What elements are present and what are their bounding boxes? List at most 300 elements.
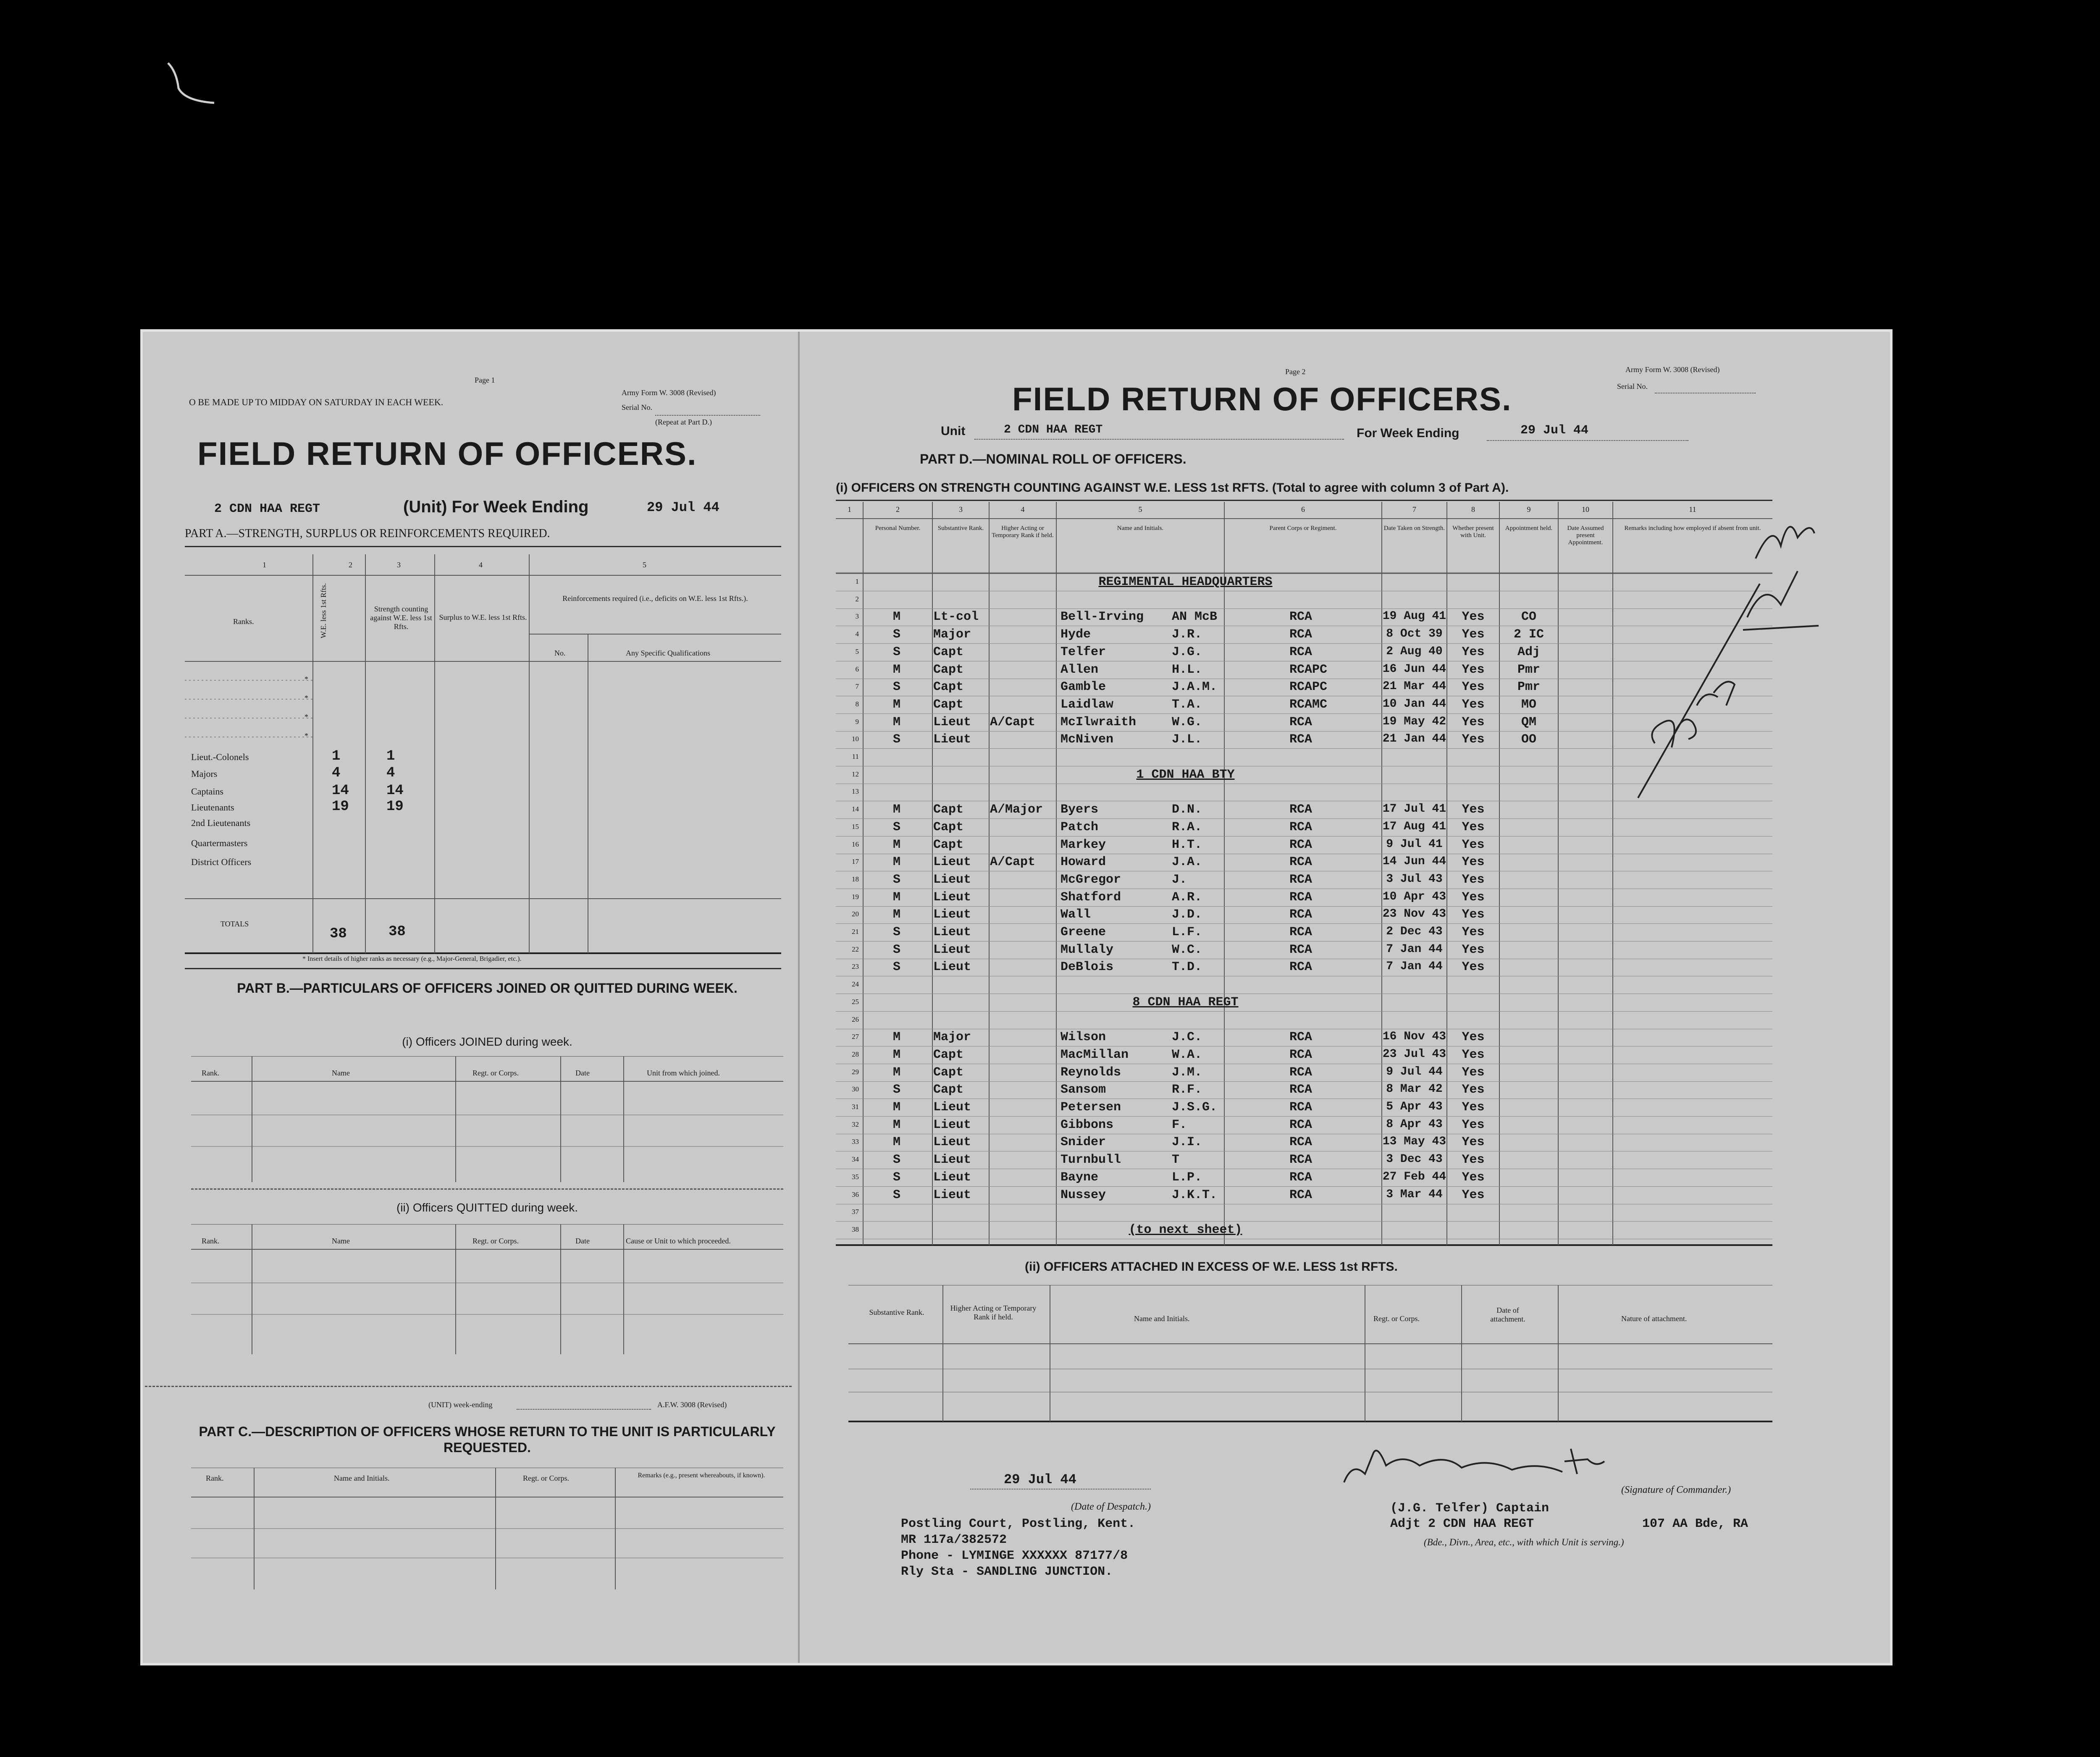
attached-h-regt: Regt. or Corps. — [1373, 1314, 1420, 1323]
personal-number: M — [892, 698, 900, 712]
parent-corps: RCA — [1289, 838, 1312, 852]
substantive-rank: Major — [933, 627, 971, 642]
parent-corps: RCA — [1289, 925, 1312, 939]
part-a-strength-header: Strength counting against W.E. less 1st Rfts. — [370, 605, 432, 631]
officer-name: McIlwraith — [1060, 715, 1137, 729]
commander-signature — [1336, 1436, 1630, 1495]
officer-initials: J.M. — [1172, 1065, 1202, 1080]
officer-name: Telfer — [1060, 645, 1106, 659]
officer-name: Markey — [1060, 838, 1106, 852]
substantive-rank: Capt — [933, 838, 964, 852]
date-taken-on-strength: 27 Feb 44 — [1382, 1170, 1446, 1183]
present-with-unit: Yes — [1462, 890, 1485, 905]
part-c-title: PART C.—DESCRIPTION OF OFFICERS WHOSE RETURN TO THE UNIT IS PARTICULARLY REQUESTED. — [199, 1424, 776, 1455]
personal-number: M — [892, 802, 900, 817]
parent-corps: RCA — [1289, 1048, 1312, 1062]
section-heading: 1 CDN HAA BTY — [1136, 768, 1235, 782]
officer-name: Reynolds — [1060, 1065, 1121, 1080]
personal-number: M — [892, 890, 900, 905]
officer-name: Turnbull — [1060, 1153, 1121, 1167]
officer-name: Byers — [1060, 802, 1099, 817]
part-a-we-value: 4 — [332, 765, 341, 781]
row-number: 9 — [855, 718, 859, 726]
present-with-unit: Yes — [1462, 610, 1485, 624]
parent-corps: RCA — [1289, 732, 1312, 747]
part-a-col-3: 3 — [397, 561, 401, 569]
parent-corps: RCA — [1289, 890, 1312, 905]
row-number: 25 — [852, 998, 859, 1006]
part-a-rank-label: 2nd Lieutenants — [191, 818, 251, 828]
present-with-unit: Yes — [1462, 1153, 1485, 1167]
parent-corps: RCA — [1289, 1030, 1312, 1044]
col-header: Date Assumed present Appointment. — [1567, 525, 1604, 546]
part-a-totals-label: TOTALS — [220, 920, 249, 928]
signer-name: (J.G. Telfer) Captain — [1390, 1501, 1549, 1516]
officer-initials: W.C. — [1172, 943, 1202, 957]
present-with-unit: Yes — [1462, 1135, 1485, 1149]
substantive-rank: Capt — [933, 1048, 964, 1062]
appointment-held: OO — [1521, 732, 1536, 747]
substantive-rank: Lt-col — [933, 610, 979, 624]
row-number: 23 — [852, 962, 859, 970]
present-with-unit: Yes — [1462, 960, 1485, 974]
officer-initials: T — [1172, 1153, 1180, 1167]
officer-name: Bell-Irving — [1060, 610, 1144, 624]
col-number: 5 — [1138, 505, 1142, 514]
parent-corps: RCA — [1289, 802, 1312, 817]
page-1-serial-no: Serial No. — [622, 403, 652, 412]
date-taken-on-strength: 3 Dec 43 — [1386, 1153, 1443, 1166]
present-with-unit: Yes — [1462, 1048, 1485, 1062]
part-a-strength-value: 4 — [386, 765, 395, 781]
officer-name: Wall — [1060, 907, 1091, 922]
officer-initials: J.G. — [1172, 645, 1202, 659]
substantive-rank: Lieut — [933, 1135, 971, 1149]
section-heading: 8 CDN HAA REGT — [1132, 995, 1239, 1010]
row-number: 4 — [855, 630, 859, 638]
parent-corps: RCA — [1289, 1100, 1312, 1115]
date-taken-on-strength: 8 Mar 42 — [1386, 1083, 1443, 1096]
page-2-label: Page 2 — [1285, 367, 1306, 376]
part-a-we-value: 19 — [332, 799, 349, 815]
part-d-title: PART D.—NOMINAL ROLL OF OFFICERS. — [920, 451, 1186, 467]
substantive-rank: Lieut — [933, 855, 971, 869]
part-c-h-rank: Rank. — [206, 1474, 224, 1482]
joined-h-regt: Regt. or Corps. — [472, 1069, 519, 1077]
appointment-held: CO — [1521, 610, 1536, 624]
quitted-h-cause: Cause or Unit to which proceeded. — [626, 1237, 731, 1245]
appointment-held: Pmr — [1517, 663, 1540, 677]
address-line-2: MR 117a/382572 — [901, 1533, 1007, 1547]
afw-revised-label: A.F.W. 3008 (Revised) — [657, 1400, 727, 1409]
parent-corps: RCA — [1289, 1065, 1312, 1080]
col-number: 7 — [1412, 505, 1416, 514]
table-row-line — [836, 1081, 1772, 1082]
substantive-rank: Capt — [933, 698, 964, 712]
officer-initials: J.S.G. — [1172, 1100, 1218, 1115]
officer-name: McGregor — [1060, 873, 1121, 887]
present-with-unit: Yes — [1462, 698, 1485, 712]
table-row-line — [836, 1221, 1772, 1222]
date-taken-on-strength: 23 Nov 43 — [1382, 907, 1446, 920]
row-number: 15 — [852, 823, 859, 831]
page-fold — [798, 332, 800, 1663]
officer-initials: AN McB — [1172, 610, 1218, 624]
part-b-joined-title: (i) Officers JOINED during week. — [402, 1035, 572, 1048]
page-2-army-form: Army Form W. 3008 (Revised) — [1625, 365, 1720, 374]
substantive-rank: Capt — [933, 1083, 964, 1097]
present-with-unit: Yes — [1462, 1083, 1485, 1097]
parent-corps: RCA — [1289, 715, 1312, 729]
part-a-rank-label: Lieutenants — [191, 802, 234, 813]
page-1-repeat-note: (Repeat at Part D.) — [655, 418, 712, 426]
part-a-we-value: 14 — [332, 783, 349, 799]
personal-number: S — [892, 1083, 900, 1097]
personal-number: S — [892, 925, 900, 939]
part-a-no-header: No. — [554, 649, 566, 657]
col-number: 10 — [1582, 505, 1589, 514]
substantive-rank: Lieut — [933, 960, 971, 974]
date-taken-on-strength: 21 Jan 44 — [1382, 732, 1446, 745]
page-2-week-value: 29 Jul 44 — [1520, 423, 1589, 438]
part-a-totals-str: 38 — [388, 924, 406, 940]
parent-corps: RCA — [1289, 855, 1312, 869]
row-number: 32 — [852, 1120, 859, 1128]
officer-initials: L.P. — [1172, 1170, 1202, 1185]
col-number: 2 — [896, 505, 900, 514]
substantive-rank: Lieut — [933, 732, 971, 747]
substantive-rank: Lieut — [933, 890, 971, 905]
col-header: Parent Corps or Regiment. — [1269, 525, 1337, 532]
col-header: Date Taken on Strength. — [1383, 525, 1445, 532]
section-ii-title: (ii) OFFICERS ATTACHED IN EXCESS OF W.E. LESS 1st RFTS. — [1025, 1260, 1398, 1274]
page-2-unit-label: Unit — [941, 424, 966, 438]
part-a-col-1: 1 — [262, 561, 266, 569]
col-header: Substantive Rank. — [937, 525, 984, 532]
parent-corps: RCA — [1289, 907, 1312, 922]
parent-corps: RCA — [1289, 1153, 1312, 1167]
substantive-rank: Lieut — [933, 1170, 971, 1185]
personal-number: M — [892, 1065, 900, 1080]
row-number: 29 — [852, 1068, 859, 1076]
part-a-reinf-header: Reinforcements required (i.e., deficits on W.E. less 1st Rfts.). — [562, 594, 748, 603]
quitted-h-name: Name — [332, 1237, 350, 1245]
personal-number: M — [892, 855, 900, 869]
substantive-rank: Capt — [933, 663, 964, 677]
part-a-rank-label: Quartermasters — [191, 838, 248, 848]
quitted-h-rank: Rank. — [202, 1237, 220, 1245]
joined-h-name: Name — [332, 1069, 350, 1077]
personal-number: M — [892, 610, 900, 624]
page-1-army-form: Army Form W. 3008 (Revised) — [622, 388, 716, 397]
part-a-surplus-header: Surplus to W.E. less 1st Rfts. — [439, 613, 527, 622]
date-taken-on-strength: 7 Jan 44 — [1386, 943, 1443, 956]
address-line-3: Phone - LYMINGE XXXXXX 87177/8 — [901, 1549, 1128, 1563]
row-number: 2 — [855, 595, 859, 603]
officer-initials: T.A. — [1172, 698, 1202, 712]
attached-h-nature: Nature of attachment. — [1621, 1314, 1687, 1323]
page-1-label: Page 1 — [475, 376, 495, 384]
part-a-rank-label: Lieut.-Colonels — [191, 752, 249, 762]
part-a-ranks-header: Ranks. — [233, 617, 254, 626]
date-taken-on-strength: 10 Jan 44 — [1382, 698, 1446, 711]
table-row-line — [836, 923, 1772, 924]
table-row-line — [836, 1011, 1772, 1012]
handwritten-appendix-note — [1621, 496, 1856, 806]
present-with-unit: Yes — [1462, 943, 1485, 957]
officer-initials: T.D. — [1172, 960, 1202, 974]
officer-name: MacMillan — [1060, 1048, 1129, 1062]
despatch-date: 29 Jul 44 — [1004, 1472, 1076, 1487]
present-with-unit: Yes — [1462, 1065, 1485, 1080]
present-with-unit: Yes — [1462, 1118, 1485, 1132]
parent-corps: RCA — [1289, 610, 1312, 624]
appointment-held: Adj — [1517, 645, 1540, 659]
present-with-unit: Yes — [1462, 1100, 1485, 1115]
officer-initials: L.F. — [1172, 925, 1202, 939]
personal-number: S — [892, 820, 900, 834]
attached-h-higher: Higher Acting or Temporary Rank if held. — [950, 1304, 1037, 1321]
table-row-line — [836, 906, 1772, 907]
officer-initials: J.A.M. — [1172, 680, 1218, 694]
officer-name: Allen — [1060, 663, 1099, 677]
officer-name: Gamble — [1060, 680, 1106, 694]
row-number: 1 — [855, 577, 859, 585]
personal-number: M — [892, 1048, 900, 1062]
parent-corps: RCAPC — [1289, 680, 1328, 694]
bde-label: (Bde., Divn., Area, etc., with which Unit is serving.) — [1424, 1537, 1624, 1547]
date-taken-on-strength: 8 Oct 39 — [1386, 627, 1443, 640]
row-number: 10 — [852, 735, 859, 743]
part-a-rank-label: District Officers — [191, 857, 252, 867]
parent-corps: RCA — [1289, 873, 1312, 887]
personal-number: S — [892, 960, 900, 974]
officer-initials: W.G. — [1172, 715, 1202, 729]
section-i-title: (i) OFFICERS ON STRENGTH COUNTING AGAINST W.E. LESS 1st RFTS. (Total to agree with column 3 of Part A). — [836, 481, 1509, 495]
attached-h-name: Name and Initials. — [1134, 1314, 1190, 1323]
substantive-rank: Lieut — [933, 1100, 971, 1115]
col-header: Appointment held. — [1505, 525, 1553, 532]
part-c-h-remarks: Remarks (e.g., present whereabouts, if known). — [638, 1472, 765, 1479]
present-with-unit: Yes — [1462, 1170, 1485, 1185]
unit-week-ending-label: (UNIT) week-ending — [428, 1400, 493, 1409]
address-line-4: Rly Sta - SANDLING JUNCTION. — [901, 1565, 1113, 1579]
substantive-rank: Capt — [933, 680, 964, 694]
officer-initials: J.A. — [1172, 855, 1202, 869]
substantive-rank: Capt — [933, 645, 964, 659]
officer-name: Petersen — [1060, 1100, 1121, 1115]
col-number: 3 — [959, 505, 963, 514]
substantive-rank: Lieut — [933, 925, 971, 939]
officer-name: Wilson — [1060, 1030, 1106, 1044]
part-a-strength-value: 14 — [386, 783, 404, 799]
part-a-strength-value: 19 — [386, 799, 404, 815]
col-header: Personal Number. — [875, 525, 921, 532]
col-number: 9 — [1527, 505, 1531, 514]
officer-name: McNiven — [1060, 732, 1114, 747]
page-2-title: FIELD RETURN OF OFFICERS. — [1012, 380, 1512, 417]
personal-number: S — [892, 680, 900, 694]
present-with-unit: Yes — [1462, 663, 1485, 677]
attached-h-date: Date of attachment. — [1490, 1306, 1525, 1323]
table-row-line — [836, 1186, 1772, 1187]
appointment-held: 2 IC — [1513, 627, 1544, 642]
col-header: Remarks including how employed if absent from unit. — [1624, 525, 1761, 532]
present-with-unit: Yes — [1462, 925, 1485, 939]
row-number: 30 — [852, 1085, 859, 1093]
personal-number: M — [892, 1030, 900, 1044]
date-taken-on-strength: 13 May 43 — [1382, 1135, 1446, 1148]
part-c-table — [191, 1468, 783, 1589]
row-number: 8 — [855, 700, 859, 708]
row-number: 16 — [852, 840, 859, 848]
officer-name: Sansom — [1060, 1083, 1106, 1097]
personal-number: M — [892, 1100, 900, 1115]
substantive-rank: Capt — [933, 820, 964, 834]
higher-rank: A/Capt — [990, 855, 1036, 869]
present-with-unit: Yes — [1462, 715, 1485, 729]
appointment-held: MO — [1521, 698, 1536, 712]
officer-name: Laidlaw — [1060, 698, 1114, 712]
personal-number: S — [892, 1153, 900, 1167]
personal-number: S — [892, 943, 900, 957]
part-a-spec-header: Any Specific Qualifications — [626, 649, 710, 657]
higher-rank: A/Capt — [990, 715, 1036, 729]
row-number: 19 — [852, 893, 859, 901]
substantive-rank: Capt — [933, 802, 964, 817]
officer-initials: H.L. — [1172, 663, 1202, 677]
row-number: 11 — [852, 753, 859, 760]
quitted-h-date: Date — [575, 1237, 590, 1245]
parent-corps: RCA — [1289, 960, 1312, 974]
officer-initials: W.A. — [1172, 1048, 1202, 1062]
row-number: 18 — [852, 875, 859, 883]
row-number: 21 — [852, 928, 859, 936]
date-taken-on-strength: 16 Nov 43 — [1382, 1030, 1446, 1043]
substantive-rank: Lieut — [933, 1118, 971, 1132]
row-number: 31 — [852, 1103, 859, 1111]
date-taken-on-strength: 17 Jul 41 — [1382, 802, 1446, 816]
officer-initials: H.T. — [1172, 838, 1202, 852]
officer-initials: J.C. — [1172, 1030, 1202, 1044]
date-taken-on-strength: 2 Dec 43 — [1386, 925, 1443, 938]
officer-name: Mullaly — [1060, 943, 1114, 957]
date-taken-on-strength: 16 Jun 44 — [1382, 663, 1446, 676]
personal-number: S — [892, 873, 900, 887]
parent-corps: RCA — [1289, 820, 1312, 834]
row-number: 33 — [852, 1138, 859, 1146]
part-a-totals-we: 38 — [330, 926, 347, 942]
date-taken-on-strength: 19 May 42 — [1382, 715, 1446, 728]
substantive-rank: Lieut — [933, 1188, 971, 1202]
personal-number: S — [892, 627, 900, 642]
row-number: 14 — [852, 805, 859, 813]
page-2-unit-value: 2 CDN HAA REGT — [1004, 423, 1103, 436]
part-a-we-value: 1 — [332, 748, 341, 764]
present-with-unit: Yes — [1462, 1030, 1485, 1044]
part-a-col-5: 5 — [643, 561, 646, 569]
present-with-unit: Yes — [1462, 855, 1485, 869]
part-a-asterisks: * * * * — [304, 675, 308, 740]
parent-corps: RCA — [1289, 1188, 1312, 1202]
personal-number: S — [892, 645, 900, 659]
personal-number: M — [892, 838, 900, 852]
address-block — [901, 1516, 1135, 1580]
row-number: 20 — [852, 910, 859, 918]
signer-unit: Adjt 2 CDN HAA REGT — [1390, 1517, 1534, 1531]
page-1-title: FIELD RETURN OF OFFICERS. — [197, 435, 697, 472]
part-a-col-4: 4 — [479, 561, 483, 569]
page-2-serial-no: Serial No. — [1617, 382, 1648, 391]
row-number: 12 — [852, 770, 859, 778]
part-a-rank-label: Majors — [191, 768, 218, 779]
date-taken-on-strength: 23 Jul 43 — [1382, 1048, 1446, 1061]
officer-name: DeBlois — [1060, 960, 1114, 974]
signature-label: (Signature of Commander.) — [1621, 1484, 1731, 1495]
officer-initials: J.D. — [1172, 907, 1202, 922]
attached-h-rank: Substantive Rank. — [869, 1308, 924, 1316]
date-taken-on-strength: 9 Jul 41 — [1386, 838, 1443, 851]
col-header: Whether present with Unit. — [1452, 525, 1494, 539]
present-with-unit: Yes — [1462, 802, 1485, 817]
row-number: 28 — [852, 1050, 859, 1058]
substantive-rank: Lieut — [933, 873, 971, 887]
officer-initials: R.A. — [1172, 820, 1202, 834]
date-taken-on-strength: 10 Apr 43 — [1382, 890, 1446, 903]
col-header: Name and Initials. — [1117, 525, 1164, 532]
substantive-rank: Lieut — [933, 943, 971, 957]
table-row-line — [836, 1116, 1772, 1117]
officer-initials: J. — [1172, 873, 1187, 887]
personal-number: M — [892, 907, 900, 922]
page-1-unit-value: 2 CDN HAA REGT — [214, 502, 320, 516]
officer-name: Greene — [1060, 925, 1106, 939]
row-number: 34 — [852, 1155, 859, 1163]
date-taken-on-strength: 19 Aug 41 — [1382, 610, 1446, 623]
personal-number: M — [892, 715, 900, 729]
address-line-1: Postling Court, Postling, Kent. — [901, 1517, 1136, 1531]
row-number: 35 — [852, 1173, 859, 1181]
part-a-we-header: W.E. less 1st Rfts. — [319, 583, 328, 638]
substantive-rank: Lieut — [933, 907, 971, 922]
page-1-unit-label: (Unit) For Week Ending — [403, 498, 589, 516]
present-with-unit: Yes — [1462, 732, 1485, 747]
row-number: 36 — [852, 1191, 859, 1198]
parent-corps: RCA — [1289, 1118, 1312, 1132]
officer-name: Shatford — [1060, 890, 1121, 905]
row-number: 3 — [855, 612, 859, 620]
officer-name: Bayne — [1060, 1170, 1099, 1185]
joined-h-date: Date — [575, 1069, 590, 1077]
present-with-unit: Yes — [1462, 645, 1485, 659]
officer-initials: J.R. — [1172, 627, 1202, 642]
substantive-rank: Major — [933, 1030, 971, 1044]
part-a-title: PART A.—STRENGTH, SURPLUS OR REINFORCEMENTS REQUIRED. — [185, 527, 550, 540]
row-number: 26 — [852, 1015, 859, 1023]
officer-initials: D.N. — [1172, 802, 1202, 817]
present-with-unit: Yes — [1462, 820, 1485, 834]
officer-initials: J.L. — [1172, 732, 1202, 747]
part-c-h-name: Name and Initials. — [334, 1474, 390, 1482]
date-taken-on-strength: 8 Apr 43 — [1386, 1118, 1443, 1131]
table-row-line — [836, 818, 1772, 819]
part-b-quitted-title: (ii) Officers QUITTED during week. — [396, 1201, 578, 1214]
present-with-unit: Yes — [1462, 873, 1485, 887]
page-2-week-label: For Week Ending — [1357, 426, 1460, 440]
section-heading: (to next sheet) — [1129, 1223, 1242, 1237]
personal-number: M — [892, 1135, 900, 1149]
appointment-held: Pmr — [1517, 680, 1540, 694]
